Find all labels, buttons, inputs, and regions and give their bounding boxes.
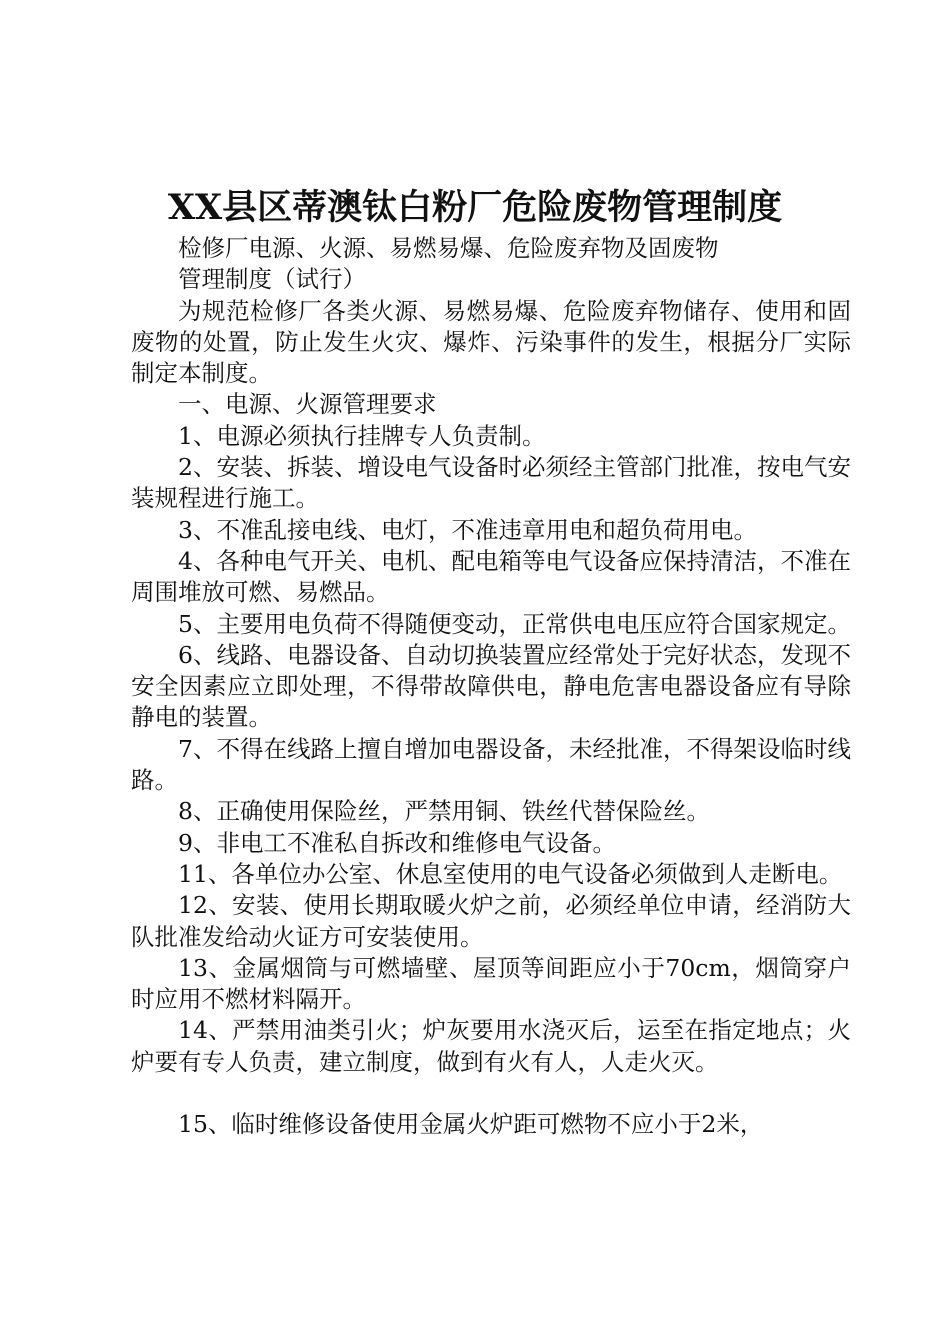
paragraph-item-5: 5、主要用电负荷不得随便变动，正常供电电压应符合国家规定。 bbox=[178, 609, 851, 638]
paragraph-item-11: 11、各单位办公室、休息室使用的电气设备必须做到人走断电。 bbox=[178, 859, 843, 888]
subtitle-line-1: 检修厂电源、火源、易燃易爆、危险废弃物及固废物 bbox=[178, 234, 719, 262]
document-body bbox=[131, 233, 851, 1140]
paragraph-item-9: 9、非电工不准私自拆改和维修电气设备。 bbox=[178, 828, 616, 857]
paragraph-item-1: 1、电源必须执行挂牌专人负责制。 bbox=[178, 421, 546, 450]
paragraph-item-3: 3、不准乱接电线、电灯，不准违章用电和超负荷用电。 bbox=[178, 515, 757, 544]
paragraph-item-7: 7、不得在线路上擅自增加电器设备，未经批准，不得架设临时线路。 bbox=[131, 734, 851, 795]
paragraph-item-6: 6、线路、电器设备、自动切换装置应经常处于完好状态，发现不安全因素应立即处理，不得带故障供电，静电危害电器设备应有导除静电的装置。 bbox=[131, 640, 851, 732]
paragraph-item-14: 14、严禁用油类引火；炉灰要用水浇灭后，运至在指定地点；火炉要有专人负责，建立制度，做到有火有人，人走火灭。 bbox=[131, 1016, 851, 1076]
subtitle-line-2: 管理制度（试行） bbox=[178, 265, 366, 294]
document-title: XX县区蒂澳钛白粉厂危险废物管理制度 bbox=[167, 187, 783, 228]
paragraph-item-8: 8、正确使用保险丝，严禁用铜、铁丝代替保险丝。 bbox=[178, 797, 710, 826]
paragraph-item-13: 13、金属烟筒与可燃墙壁、屋顶等间距应小于70cm，烟筒穿户时应用不燃材料隔开。 bbox=[131, 953, 851, 1014]
paragraph-item-12: 12、安装、使用长期取暖火炉之前，必须经单位申请，经消防大队批准发给动火证方可安装使用。 bbox=[131, 891, 851, 951]
section-heading-1: 一、电源、火源管理要求 bbox=[178, 390, 437, 419]
paragraph-item-2: 2、安装、拆装、增设电气设备时必须经主管部门批准，按电气安装规程进行施工。 bbox=[131, 453, 851, 513]
paragraph-item-4: 4、各种电气开关、电机、配电箱等电气设备应保持清洁，不准在周围堆放可燃、易燃品。 bbox=[131, 546, 851, 607]
paragraph-intro: 为规范检修厂各类火源、易燃易爆、危险废弃物储存、使用和固废物的处置，防止发生火灾、爆炸、污染事件的发生，根据分厂实际制定本制度。 bbox=[131, 296, 851, 388]
paragraph-item-15: 15、临时维修设备使用金属火炉距可燃物不应小于2米， bbox=[178, 1110, 764, 1139]
